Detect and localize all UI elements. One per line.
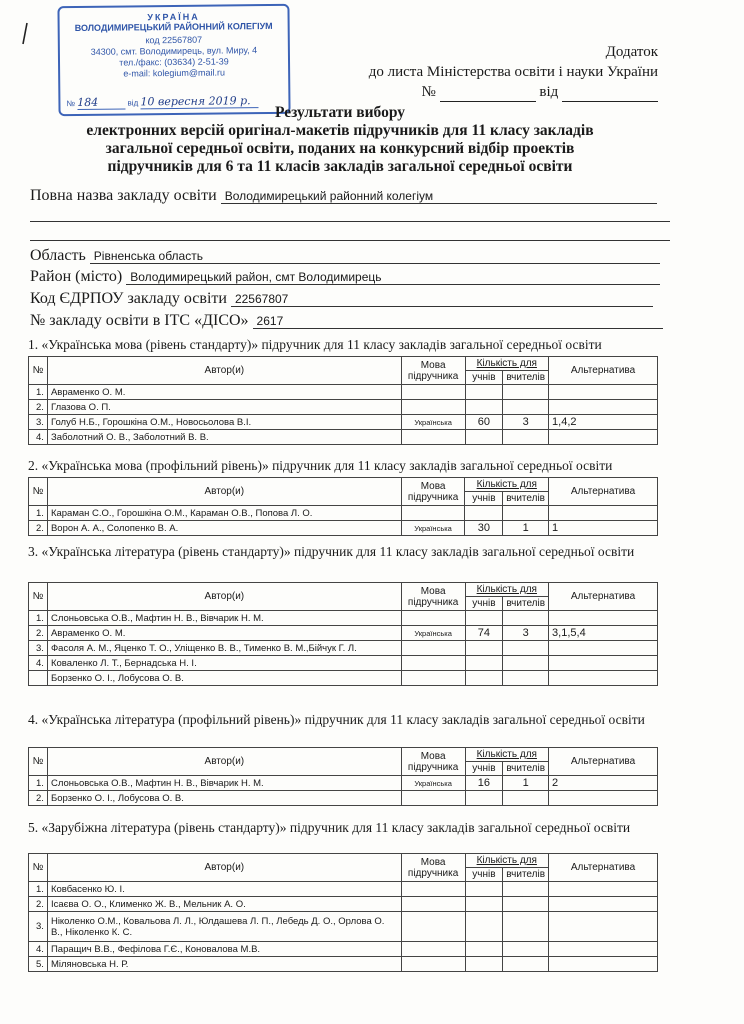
row-author: Фасоля А. М., Яценко Т. О., Уліщенко В. В., Тименко В. М.,Бійчук Г. Л. [47,641,401,656]
row-author: Ніколенко О.М., Ковальова Л. Л., Юлдашева Л. П., Лебедь Д. О., Орлова О. В., Ніколенко К. С. [47,912,401,942]
stamp-org: ВОЛОДИМИРЕЦЬКИЙ РАЙОННИЙ КОЛЕГІУМ [74,20,273,34]
table-row [29,400,658,415]
row-number: 4. [29,656,48,671]
row-number: 1. [29,385,48,400]
col-alt: Альтернатива [549,357,658,385]
row-students [465,385,503,400]
document-title [40,104,640,176]
table-row [29,671,658,686]
col-teachers: вчителів [503,762,549,776]
col-students: учнів [465,371,503,385]
section-heading: 3. «Українська література (рівень стандарту)» підручник для 11 класу закладів загальної середньої освіти [28,544,635,559]
row-language: Українська [401,626,465,641]
edrpou-value: 22567807 [231,292,653,307]
row-alternative [549,611,658,626]
row-author: Міляновська Н. Р. [47,957,401,972]
row-teachers [503,791,549,806]
row-teachers [503,385,549,400]
row-author: Авраменко О. М. [47,385,401,400]
col-author: Автор(и) [47,478,401,506]
col-author: Автор(и) [47,583,401,611]
col-num: № [29,748,48,776]
stamp-no-label: № [66,99,76,109]
full-name-label: Повна назва закладу освіти [30,187,217,204]
stamp-no-value: 184 [77,96,125,111]
col-num: № [29,357,48,385]
row-number: 2. [29,626,48,641]
stamp-email: e-mail: kolegium@mail.ru [123,67,226,79]
row-teachers [503,882,549,897]
row-alternative [549,430,658,445]
row-number: 3. [29,641,48,656]
row-teachers [503,942,549,957]
row-number: 2. [29,521,48,536]
row-author: Ісаєва О. О., Клименко Ж. В., Мельник А. О. [47,897,401,912]
col-teachers: вчителів [503,492,549,506]
row-number: 2. [29,791,48,806]
row-author: Караман С.О., Горошкіна О.М., Караман О.В., Попова Л. О. [47,506,401,521]
row-alternative [549,671,658,686]
row-alternative [549,942,658,957]
textbook-table [28,582,658,686]
stamp-address: 34300, смт. Володимирець, вул. Миру, 4 [90,45,258,57]
row-number: 1. [29,506,48,521]
row-language [401,656,465,671]
field-edrpou [30,290,653,308]
field-full-name [30,187,657,205]
table-row [29,912,658,942]
col-count: Кількість для [465,854,549,868]
row-language [401,882,465,897]
col-students: учнів [465,762,503,776]
row-teachers [503,671,549,686]
addendum-to-letter: до листа Міністерства освіти і науки України [368,64,658,80]
row-teachers [503,957,549,972]
col-teachers: вчителів [503,597,549,611]
col-author: Автор(и) [47,357,401,385]
title-line-1: Результати вибору [274,104,406,121]
row-language [401,430,465,445]
row-alternative [549,641,658,656]
row-teachers: 1 [503,776,549,791]
row-students [465,611,503,626]
row-alternative [549,897,658,912]
row-alternative [549,957,658,972]
row-students [465,506,503,521]
row-number: 1. [29,776,48,791]
row-number: 1. [29,882,48,897]
row-students: 16 [465,776,503,791]
table-row [29,897,658,912]
row-alternative [549,882,658,897]
row-language [401,897,465,912]
row-author: Коваленко Л. Т., Бернадська Н. І. [47,656,401,671]
addendum-header [369,42,658,102]
blank-line [30,240,670,241]
section-heading: 2. «Українська мова (профільний рівень)» підручник для 11 класу закладів загальної середньої освіти [28,458,613,473]
col-lang: Мова підручника [401,478,465,506]
table-row [29,506,658,521]
table-row [29,521,658,536]
row-author: Паращич В.В., Фефілова Г.Є., Коновалова М.В. [47,942,401,957]
row-number: 3. [29,415,48,430]
textbook-table [28,477,658,536]
addendum-no-label: № [421,84,436,100]
itc-label: № закладу освіти в ІТС «ДІСО» [30,312,249,329]
addendum-date-blank [562,87,658,102]
row-language [401,385,465,400]
row-alternative [549,385,658,400]
oblast-value: Рівненська область [90,249,660,264]
row-teachers [503,641,549,656]
registration-stamp [57,4,290,116]
col-alt: Альтернатива [549,854,658,882]
blank-line [30,221,670,222]
row-author: Голуб Н.Б., Горошкіна О.М., Новосьолова В.І. [47,415,401,430]
row-language: Українська [401,776,465,791]
addendum-number-line [369,82,658,102]
rayon-label: Район (місто) [30,268,123,285]
rayon-value: Володимирецький район, смт Володимирець [126,270,660,285]
field-oblast [30,247,660,265]
col-alt: Альтернатива [549,583,658,611]
col-teachers: вчителів [503,868,549,882]
section-heading: 5. «Зарубіжна література (рівень стандарту)» підручник для 11 класу закладів загальної середньої освіти [28,820,631,835]
row-author: Слоньовська О.В., Мафтин Н. В., Вівчарик Н. М. [47,611,401,626]
row-number: 2. [29,400,48,415]
row-students [465,897,503,912]
row-alternative [549,656,658,671]
row-teachers: 3 [503,415,549,430]
row-author: Ковбасенко Ю. І. [47,882,401,897]
row-teachers [503,430,549,445]
oblast-label: Область [30,247,86,264]
itc-value: 2617 [253,314,663,329]
row-students: 60 [465,415,503,430]
col-lang: Мова підручника [401,748,465,776]
row-teachers [503,912,549,942]
row-students [465,641,503,656]
row-author: Глазова О. П. [47,400,401,415]
table-row [29,882,658,897]
table-row [29,656,658,671]
row-teachers [503,656,549,671]
title-line-4: підручників для 6 та 11 класів закладів загальної середньої освіти [107,158,573,175]
stamp-code: код 22567807 [145,34,203,46]
row-language: Українська [401,521,465,536]
table-row [29,942,658,957]
row-teachers: 3 [503,626,549,641]
table-row [29,776,658,791]
table-row [29,430,658,445]
textbook-table [28,853,658,972]
edrpou-label: Код ЄДРПОУ закладу освіти [30,290,227,307]
row-number: 2. [29,897,48,912]
row-students [465,656,503,671]
row-alternative [549,791,658,806]
row-teachers [503,506,549,521]
row-students [465,791,503,806]
col-author: Автор(и) [47,748,401,776]
row-teachers [503,897,549,912]
title-line-2: електронних версій оригінал-макетів підручників для 11 класу закладів [86,122,594,139]
col-alt: Альтернатива [549,748,658,776]
row-language [401,957,465,972]
col-students: учнів [465,492,503,506]
row-alternative: 1 [549,521,658,536]
stamp-phone: тел./факс: (03634) 2-51-39 [119,56,229,68]
col-lang: Мова підручника [401,357,465,385]
row-language [401,942,465,957]
row-teachers [503,611,549,626]
col-num: № [29,478,48,506]
table-row [29,611,658,626]
row-number: 3. [29,912,48,942]
table-row [29,415,658,430]
row-number [29,671,48,686]
row-number: 4. [29,430,48,445]
row-language [401,506,465,521]
row-number: 5. [29,957,48,972]
row-author: Борзенко О. І., Лобусова О. В. [47,791,401,806]
row-students [465,671,503,686]
col-lang: Мова підручника [401,854,465,882]
textbook-table [28,356,658,445]
row-students [465,942,503,957]
col-count: Кількість для [465,583,549,597]
col-count: Кількість для [465,748,549,762]
stamp-date-label: від [127,98,139,108]
table-row [29,626,658,641]
row-number: 1. [29,611,48,626]
row-number: 4. [29,942,48,957]
table-row [29,957,658,972]
stamp-date-value: 10 вересня 2019 р. [140,94,258,109]
stamp-country: УКРАЇНА [147,11,200,23]
col-teachers: вчителів [503,371,549,385]
row-students: 74 [465,626,503,641]
row-language [401,912,465,942]
table-row [29,641,658,656]
row-author: Ворон А. А., Солопенко В. А. [47,521,401,536]
row-alternative [549,912,658,942]
row-alternative: 1,4,2 [549,415,658,430]
addendum-from-label: від [539,84,559,100]
row-students [465,957,503,972]
col-students: учнів [465,597,503,611]
row-author: Слоньовська О.В., Мафтин Н. В., Вівчарик Н. М. [47,776,401,791]
section-heading: 4. «Українська література (профільний рівень)» підручник для 11 класу закладів загальної середньої освіти [28,712,645,727]
row-author: Борзенко О. І., Лобусова О. В. [47,671,401,686]
section-heading: 1. «Українська мова (рівень стандарту)» підручник для 11 класу закладів загальної середньої освіти [28,337,602,352]
field-rayon [30,268,660,286]
row-students [465,912,503,942]
field-itc [30,312,663,330]
textbook-table [28,747,658,806]
pen-mark [18,22,32,46]
col-count: Кількість для [465,357,549,371]
row-alternative: 2 [549,776,658,791]
row-teachers [503,400,549,415]
col-num: № [29,854,48,882]
row-alternative [549,506,658,521]
row-author: Заболотний О. В., Заболотний В. В. [47,430,401,445]
table-row [29,791,658,806]
addendum-label: Додаток [605,44,658,60]
row-teachers: 1 [503,521,549,536]
row-alternative [549,400,658,415]
addendum-no-blank [440,87,536,102]
row-language [401,611,465,626]
row-students: 30 [465,521,503,536]
row-students [465,430,503,445]
row-language [401,400,465,415]
table-row [29,385,658,400]
col-num: № [29,583,48,611]
row-students [465,400,503,415]
col-alt: Альтернатива [549,478,658,506]
row-language [401,671,465,686]
full-name-value: Володимирецький районний колегіум [221,189,657,204]
row-students [465,882,503,897]
row-language [401,641,465,656]
title-line-3: загальної середньої освіти, поданих на конкурсний відбір проектів [105,140,575,157]
col-students: учнів [465,868,503,882]
col-author: Автор(и) [47,854,401,882]
row-language: Українська [401,415,465,430]
row-language [401,791,465,806]
col-lang: Мова підручника [401,583,465,611]
row-author: Авраменко О. М. [47,626,401,641]
col-count: Кількість для [465,478,549,492]
row-alternative: 3,1,5,4 [549,626,658,641]
